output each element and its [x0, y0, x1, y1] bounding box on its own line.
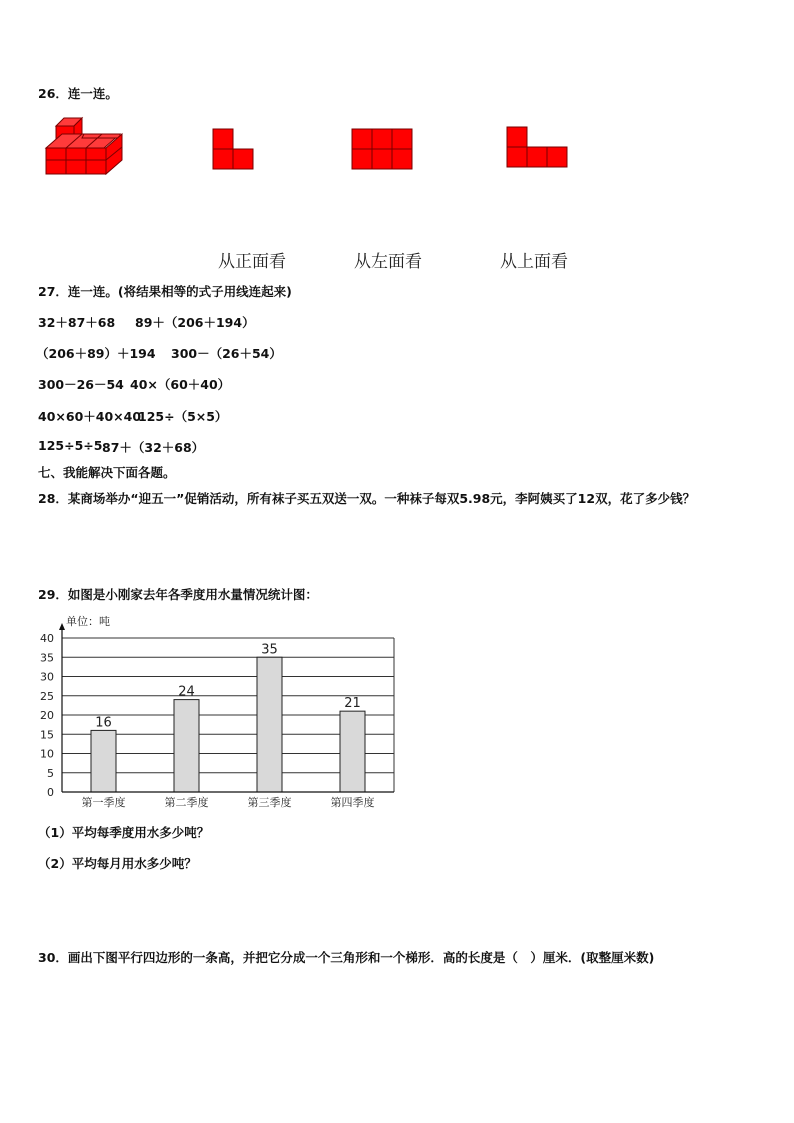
q27-right-expr-4: 125÷（5×5）	[138, 409, 228, 424]
bar-value-label-3: 35	[261, 642, 278, 658]
y-tick-label-35: 35	[40, 651, 54, 665]
bar-1	[91, 730, 116, 792]
y-tick-label-25: 25	[40, 689, 54, 703]
q29-sub-question-2: （2）平均每月用水多少吨？	[38, 856, 197, 871]
left-view-shape	[351, 128, 415, 172]
section-7-heading: 七、我能解决下面各题。	[38, 465, 176, 480]
x-category-label-4: 第四季度	[330, 796, 375, 809]
view-label-top: 从上面看	[500, 252, 568, 272]
cube-figure-3d	[44, 114, 134, 179]
y-tick-label-30: 30	[40, 670, 54, 684]
x-category-label-1: 第一季度	[81, 796, 126, 809]
y-tick-label-40: 40	[40, 632, 54, 645]
view-label-left: 从左面看	[354, 252, 422, 272]
y-tick-label-0: 0	[47, 786, 54, 799]
q29-title: 29．如图是小刚家去年各季度用水量情况统计图：	[38, 587, 318, 602]
q27-left-expr-1: 32＋87＋68	[38, 315, 116, 330]
q27-title: 27．连一连。(将结果相等的式子用线连起来)	[38, 284, 292, 299]
q27-right-expr-2: 300－（26＋54）	[171, 346, 282, 361]
y-tick-label-20: 20	[40, 709, 54, 722]
bar-value-label-1: 16	[95, 715, 112, 731]
q29-sub-question-1: （1）平均每季度用水多少吨？	[38, 825, 210, 840]
bar-value-label-2: 24	[178, 684, 195, 700]
front-view-shape	[212, 128, 256, 172]
y-tick-label-10: 10	[40, 747, 54, 761]
q27-left-expr-5: 125÷5÷5	[38, 438, 103, 453]
q27-left-expr-3: 300－26－54	[38, 377, 124, 392]
y-tick-label-15: 15	[40, 728, 54, 742]
top-view-shape	[506, 126, 570, 170]
view-label-front: 从正面看	[218, 252, 286, 272]
unit-label: 单位：吨	[66, 615, 110, 628]
q28-text: 28．某商场举办“迎五一”促销活动，所有袜子买五双送一双。一种袜子每双5.98元，李阿姨买了12双，花了多少钱？	[38, 491, 696, 506]
q27-right-expr-1: 89＋（206＋194）	[135, 315, 255, 330]
bar-2	[174, 700, 199, 792]
water-usage-bar-chart	[30, 610, 430, 810]
bar-value-label-4: 21	[344, 696, 361, 712]
q27-right-expr-3: 40×（60＋40）	[130, 377, 231, 392]
bar-3	[257, 657, 282, 792]
y-tick-label-5: 5	[47, 766, 54, 780]
q26-title: 26．连一连。	[38, 86, 118, 101]
bar-4	[340, 711, 365, 792]
x-category-label-2: 第二季度	[164, 796, 209, 809]
x-category-label-3: 第三季度	[247, 796, 292, 809]
q27-left-expr-2: （206＋89）＋194	[36, 346, 156, 361]
y-axis-arrow	[59, 623, 65, 630]
q27-right-expr-5: 87＋（32＋68）	[102, 440, 205, 455]
q27-left-expr-4: 40×60＋40×40	[38, 409, 142, 424]
q30-text: 30．画出下图平行四边形的一条高，并把它分成一个三角形和一个梯形．高的长度是（ ）厘米．(取整厘米数)	[38, 950, 655, 965]
